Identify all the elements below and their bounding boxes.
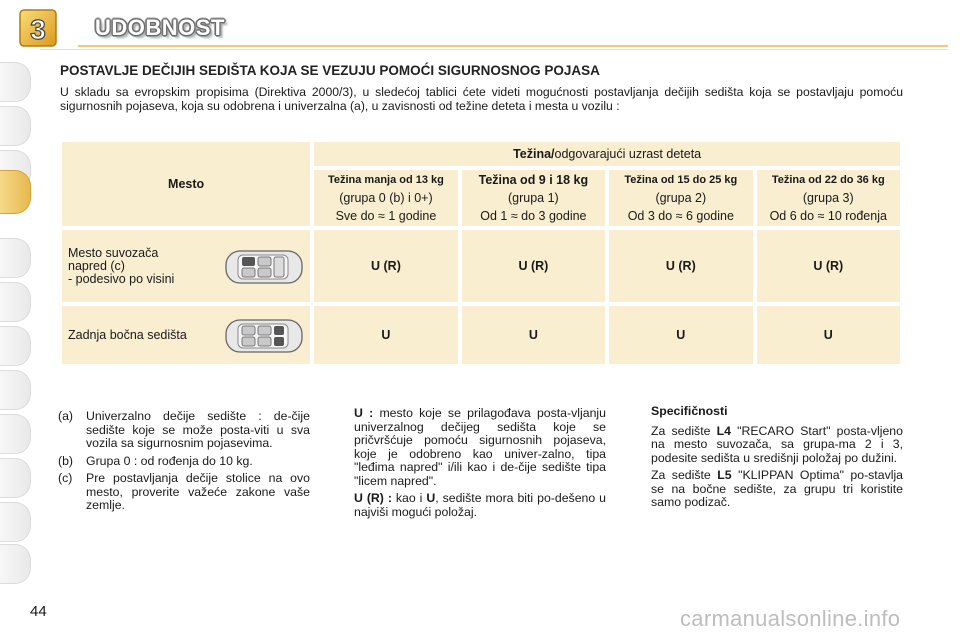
legend-key: U : — [354, 406, 374, 420]
specifics-text: Za sedište — [651, 423, 711, 438]
group-title: Težina od 9 i 18 kg — [478, 173, 589, 187]
value-cell: U (R) — [462, 230, 605, 302]
value-cell: U — [462, 306, 605, 364]
row-label-line: Zadnja bočna sedišta — [68, 327, 187, 342]
chapter-number-badge — [18, 8, 58, 48]
chapter-tab — [0, 544, 31, 584]
child-seat-table — [58, 138, 904, 368]
header-weight — [314, 142, 900, 166]
row-label-line: - podesivo po visini — [68, 271, 175, 286]
specifics — [651, 405, 903, 514]
specifics-text: Za sedište — [651, 468, 711, 482]
value-cell: U (R) — [757, 230, 900, 302]
group-age: Od 3 do ≈ 6 godine — [627, 209, 734, 223]
value-cell: U — [757, 306, 900, 364]
seat-code: L4 — [716, 423, 731, 438]
car-seat-diagram-icon — [224, 248, 304, 286]
intro-paragraph: U skladu sa evropskim propisima (Direktiva 2000/3), u sledećoj tablici ćete videti mogućnosti postavljanja dečijih sedišta koja se postavljaju pomoću sigurnosnih pojaseva, koja su odobrena i univerzalna (a), u zavisnosti od težine deteta i mesta u vozilu : — [60, 85, 903, 113]
chapter-tab — [0, 106, 31, 146]
chapter-tab — [0, 458, 31, 498]
group-age: Sve do ≈ 1 godine — [335, 209, 437, 223]
footnote — [58, 455, 310, 469]
header-mesto: Mesto — [62, 142, 310, 226]
group-title: Težina od 22 do 36 kg — [771, 174, 885, 186]
footnote — [58, 410, 310, 451]
value-cell: U (R) — [314, 230, 457, 302]
chapter-tab-active — [0, 170, 31, 214]
page-number: 44 — [30, 603, 47, 620]
group-age: Od 1 ≈ do 3 godine — [480, 209, 587, 223]
row-label-line: Mesto suvozača — [68, 245, 159, 260]
legend-text: mesto koje se prilagođava posta-vljanju univerzalnog dečijeg sedišta koje se pričvršćuje pomoću sigurnosnih pojaseva, koje je odobreno kao univer-zalno, tipa "leđima napred" i/ili kao i de-čije sedište tipa "licem napred". — [354, 406, 606, 488]
footnote-key: (a) — [58, 409, 74, 423]
group-age: Od 6 do ≈ 10 rođenja — [769, 209, 887, 223]
legend-code: U — [426, 491, 436, 505]
header-rule — [78, 45, 948, 47]
row-label-rear-side — [62, 306, 310, 364]
car-seat-diagram-icon — [224, 317, 304, 355]
header-rule-thin — [40, 49, 948, 50]
legend-text: , sedište mora biti po-dešeno u najviši mogući položaj. — [354, 491, 607, 519]
footnote-text: Grupa 0 : od rođenja do 10 kg. — [86, 453, 253, 468]
footnote-key: (c) — [58, 471, 73, 485]
group-name: (grupa 0 (b) i 0+) — [339, 191, 433, 205]
footnotes — [58, 410, 310, 517]
legend-text: kao i — [395, 491, 423, 505]
chapter-tab — [0, 414, 31, 454]
legend — [354, 407, 606, 523]
specifics-title: Specifičnosti — [651, 404, 728, 418]
seat-code: L5 — [717, 468, 732, 482]
legend-ur — [354, 492, 606, 519]
footnote-text: Univerzalno dečije sedište : de-čije sedište koje se može posta-viti u sva vozila sa sigurnosnim pojasevima. — [86, 409, 310, 450]
chapter-tab — [0, 502, 31, 542]
specifics-text: "RECARO Start" posta-vljeno na mesto suvozača, sa grupa-ma 2 i 3, podesite sedišta u središnji položaj po dužini. — [651, 423, 903, 465]
group-header — [757, 170, 900, 226]
specifics-paragraph — [651, 469, 903, 510]
group-name: (grupa 3) — [802, 191, 854, 205]
chapter-tab — [0, 326, 31, 366]
chapter-tab — [0, 238, 31, 278]
group-header — [462, 170, 605, 226]
group-title: Težina manja od 13 kg — [327, 174, 444, 186]
header-weight-rest: odgovarajući uzrast deteta — [554, 147, 702, 161]
watermark: carmanualsonline.info — [680, 606, 901, 631]
value-cell: U — [609, 306, 752, 364]
group-title: Težina od 15 do 25 kg — [624, 174, 738, 186]
chapter-number: 3 — [30, 14, 46, 45]
value-cell: U (R) — [609, 230, 752, 302]
group-header — [314, 170, 457, 226]
footnote — [58, 472, 310, 513]
group-header — [609, 170, 752, 226]
specifics-paragraph — [651, 425, 903, 466]
row-label-front-passenger — [62, 230, 310, 302]
footnote-key: (b) — [58, 453, 74, 468]
chapter-tabs — [0, 62, 34, 582]
chapter-tab — [0, 370, 31, 410]
group-name: (grupa 2) — [655, 191, 707, 205]
chapter-title: UDOBNOST — [95, 15, 225, 40]
chapter-tab — [0, 282, 31, 322]
chapter-tab — [0, 62, 31, 102]
header-weight-bold: Težina/ — [513, 147, 555, 161]
specifics-text: "KLIPPAN Optima" po-stavlja se na bočne sedište, za grupu tri koristite samo podizač. — [651, 468, 904, 509]
value-cell: U — [314, 306, 457, 364]
legend-key: U (R) : — [354, 491, 392, 505]
footnote-text: Pre postavljanja dečije stolice na ovo mesto, proverite važeće zakone vaše zemlje. — [86, 471, 310, 512]
legend-u — [354, 407, 606, 488]
row-label-line: napred (c) — [68, 258, 125, 273]
group-name: (grupa 1) — [508, 191, 559, 205]
section-title: POSTAVLJE DEČIJIH SEDIŠTA KOJA SE VEZUJU POMOĆI SIGURNOSNOG POJASA — [60, 63, 600, 78]
